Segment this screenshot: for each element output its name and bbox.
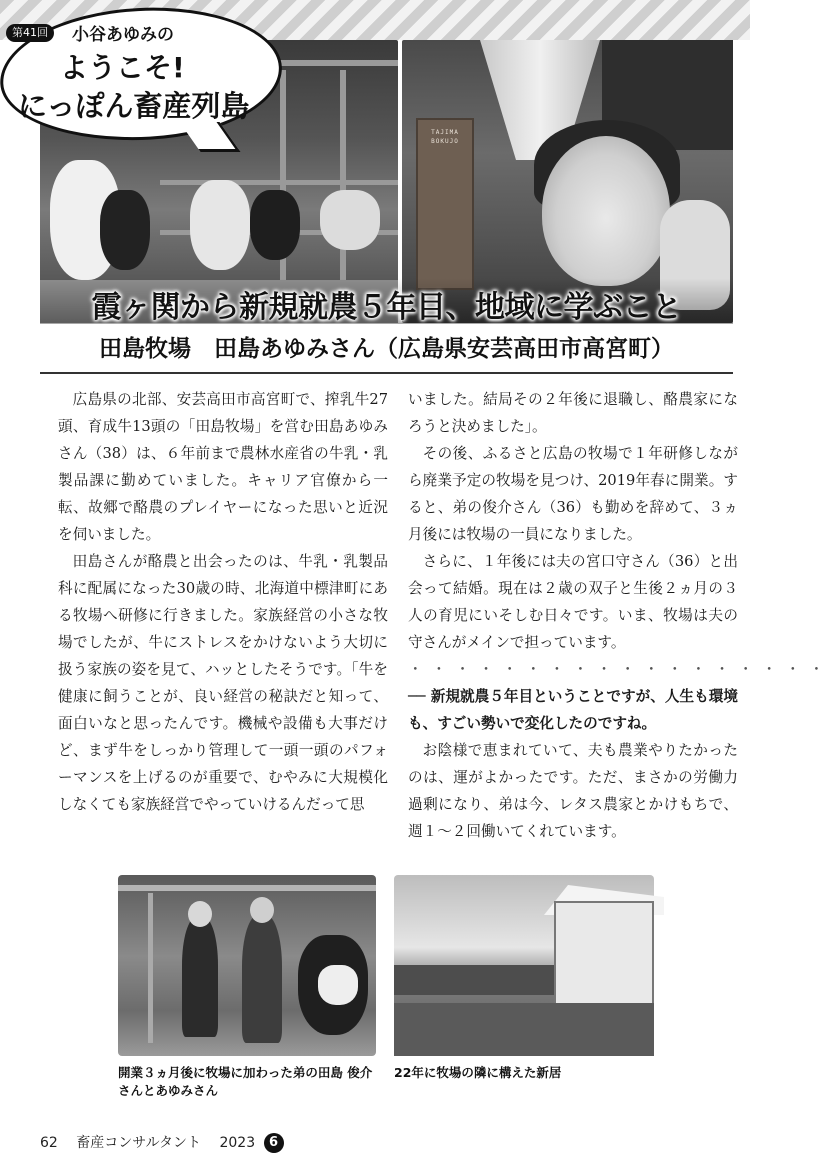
paragraph-continuation: いました。結局その２年後に退職し、酪農家になろうと決めました」。: [408, 391, 738, 435]
headline-banner: [40, 278, 733, 324]
series-author: 小谷あゆみの: [72, 25, 174, 45]
photo-caption-right: 22年に牧場の隣に構えた新居: [394, 1065, 562, 1080]
interview-question: ── 新規就農５年目ということですが、人生も環境も、すごい勢いで変化したのですね。: [408, 688, 738, 732]
body-column-right: [408, 386, 833, 845]
paragraph: その後、ふるさと広島の牧場で１年研修しながら廃業予定の牧場を見つけ、2019年春に開業。すると、弟の俊介さん（36）も勤めを辞めて、３ヵ月後には牧場の一員になりました。: [408, 445, 738, 543]
magazine-name: 畜産コンサルタント: [76, 1135, 202, 1151]
section-dots-divider: ・・・・・・・・・・・・・・・・・・: [408, 661, 833, 678]
siblings-barn-photo: [118, 875, 376, 1056]
page-number: 62: [40, 1135, 58, 1151]
interview-answer: お陰様で恵まれていて、夫も農業やりたかったのは、運がよかったです。ただ、まさかの労働力過剰になり、弟は今、レタス農家とかけもちで、週１～２回働いてくれています。: [408, 742, 738, 840]
new-house-photo: [394, 875, 654, 1056]
road: [394, 1003, 654, 1056]
farm-sign: [416, 118, 474, 290]
photo-caption-left: 開業３ヵ月後に牧場に加わった弟の田島 俊介さんとあゆみさん: [118, 1065, 373, 1098]
woman-face: [542, 136, 670, 286]
headline: 霞ヶ関から新規就農５年目、地域に学ぶこと: [91, 290, 682, 325]
series-number-badge: 第41回: [6, 24, 54, 42]
paragraph: 田島さんが酪農と出会ったのは、牛乳・乳製品科に配属になった30歳の時、北海道中標津町にある牧場へ研修に行きました。家族経営の小さな牧場でしたが、牛にストレスをかけないよう大切に扱う家族の姿を見て、ハッとしたそうです。「牛を健康に飼うことが、良い経営の秘訣だと知って、面白いなと思ったんです。機械や設備も大事だけど、まず牛をしっかり管理して一頭一頭のパフォーマンスを上げるのが重要で、むやみに大規模化しなくても家族経営でやっていけるんだって思: [58, 553, 388, 813]
issue-year: 2023: [219, 1135, 256, 1151]
farm-sign-text: TAJIMA BOKUJO: [431, 129, 459, 145]
body-column-left: [58, 386, 388, 818]
paragraph: さらに、１年後には夫の宮口守さん（36）と出会って結婚。現在は２歳の双子と生後２ヵ月の３人の育児にいそしむ日々です。いま、牧場は夫の守さんがメインで担っています。: [408, 553, 738, 651]
divider-rule: [40, 372, 733, 374]
page-footer: [40, 1132, 298, 1153]
subtitle: 田島牧場 田島あゆみさん（広島県安芸高田市高宮町）: [99, 336, 674, 362]
series-title-line2: にっぽん畜産列島: [18, 89, 250, 123]
series-title-line1: ようこそ!: [60, 51, 185, 84]
issue-number-badge: 6: [264, 1133, 284, 1153]
paragraph: 広島県の北部、安芸高田市高宮町で、搾乳牛27頭、育成牛13頭の「田島牧場」を営む田島あゆみさん（38）は、６年前まで農林水産省の牛乳・乳製品課に勤めていました。キャリア官僚から一転、故郷で酪農のプレイヤーになった思いと近況を伺いました。: [58, 391, 388, 543]
